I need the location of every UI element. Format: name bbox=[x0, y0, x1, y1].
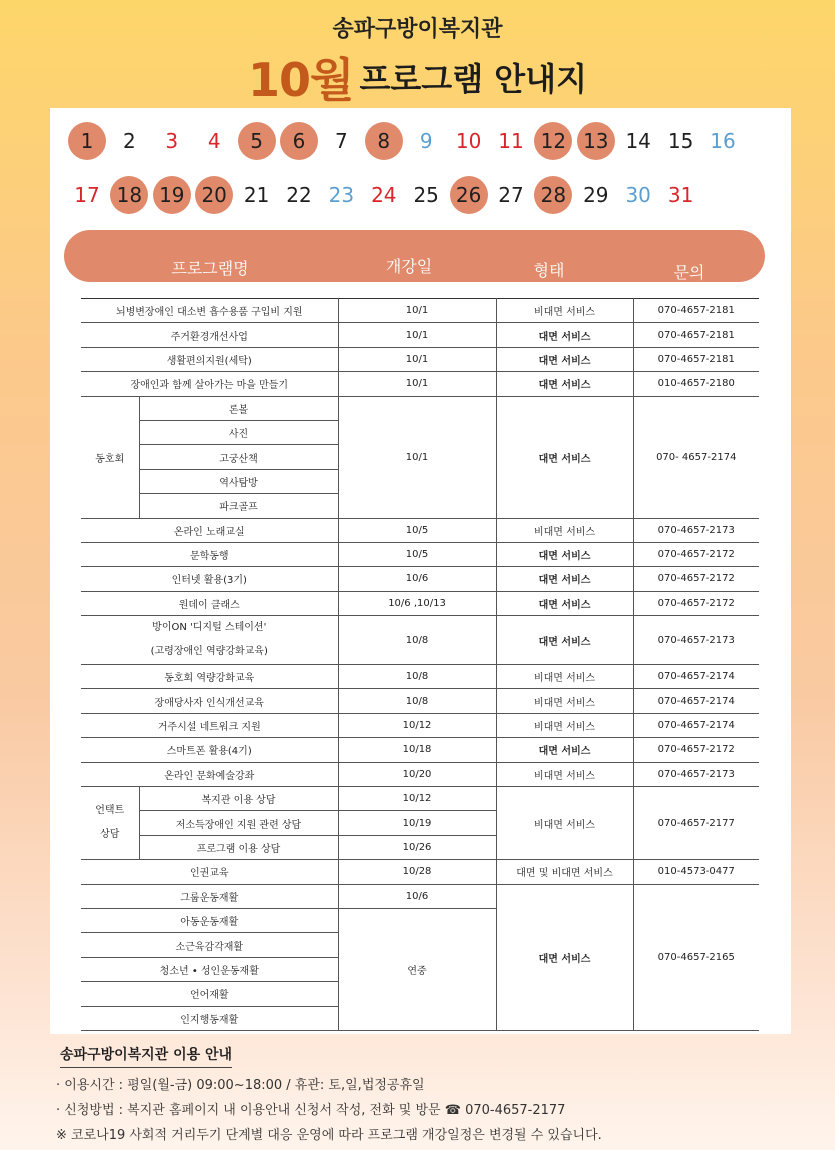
program-name: 문학동행 bbox=[81, 542, 338, 566]
start-date: 10/8 bbox=[338, 665, 496, 689]
calendar-day: 23 bbox=[328, 183, 355, 207]
organization-title: 송파구방이복지관 bbox=[332, 17, 503, 42]
calendar-day: 13 bbox=[577, 122, 615, 160]
calendar-day: 18 bbox=[110, 176, 148, 214]
program-name: 온라인 문화예술강좌 bbox=[81, 762, 338, 786]
column-header-type: 형태 bbox=[533, 261, 565, 280]
table-row bbox=[81, 665, 759, 689]
month-label: 10월 bbox=[248, 53, 354, 107]
untact-group-line-1: 언택트 bbox=[95, 805, 125, 817]
calendar-day: 9 bbox=[419, 129, 433, 153]
club-group-label: 동호회 bbox=[81, 396, 139, 518]
calendar-day: 4 bbox=[207, 129, 221, 153]
service-type: 대면 서비스 bbox=[496, 542, 633, 566]
service-type: 비대면 서비스 bbox=[496, 299, 633, 323]
table-row bbox=[81, 323, 759, 347]
table-row bbox=[81, 884, 759, 908]
start-date: 10/12 bbox=[338, 787, 496, 811]
service-type: 비대면 서비스 bbox=[496, 762, 633, 786]
contact-phone: 010-4657-2180 bbox=[633, 372, 759, 396]
club-item: 론볼 bbox=[139, 396, 338, 420]
consult-item: 복지관 이용 상담 bbox=[139, 787, 338, 811]
info-note: ※ 코로나19 사회적 거리두기 단계별 대응 운영에 따라 프로그램 개강일정은 변경될 수 있습니다. bbox=[56, 1128, 602, 1143]
calendar-day: 14 bbox=[625, 129, 651, 153]
page-title bbox=[0, 44, 835, 110]
table-row bbox=[81, 860, 759, 884]
program-name: 장애인과 함께 살아가는 마을 만들기 bbox=[81, 372, 338, 396]
column-header-start-date: 개강일 bbox=[385, 257, 433, 276]
contact-phone: 070-4657-2174 bbox=[633, 665, 759, 689]
start-date: 10/1 bbox=[338, 299, 496, 323]
calendar-day: 29 bbox=[583, 183, 609, 207]
contact-phone: 070-4657-2181 bbox=[633, 299, 759, 323]
info-hours: · 이용시간 : 평일(월-금) 09:00~18:00 / 휴관: 토,일,법정공휴일 bbox=[56, 1078, 425, 1093]
calendar-day: 28 bbox=[534, 176, 572, 214]
table-row bbox=[81, 591, 759, 615]
usage-info bbox=[50, 1038, 791, 1146]
program-name: 언어재활 bbox=[81, 982, 338, 1006]
program-name: 동호회 역량강화교육 bbox=[81, 665, 338, 689]
club-item: 파크골프 bbox=[139, 494, 338, 518]
service-type: 비대면 서비스 bbox=[496, 787, 633, 860]
column-header-program: 프로그램명 bbox=[171, 259, 249, 278]
info-apply: · 신청방법 : 복지관 홈페이지 내 이용안내 신청서 작성, 전화 및 방문 ☎ 070-4657-2177 bbox=[56, 1103, 566, 1118]
table-row bbox=[81, 787, 759, 811]
contact-phone: 070-4657-2172 bbox=[633, 591, 759, 615]
program-name: 온라인 노래교실 bbox=[81, 518, 338, 542]
contact-phone: 070-4657-2165 bbox=[633, 884, 759, 1030]
untact-group-line-2: 상담 bbox=[100, 829, 120, 841]
table-row bbox=[81, 616, 759, 665]
table-header-bar bbox=[64, 230, 765, 282]
contact-phone: 070-4657-2172 bbox=[633, 738, 759, 762]
contact-phone: 070-4657-2173 bbox=[633, 762, 759, 786]
program-name: 장애당사자 인식개선교육 bbox=[81, 689, 338, 713]
consult-item: 저소득장애인 지원 관련 상담 bbox=[139, 811, 338, 835]
contact-phone: 070-4657-2172 bbox=[633, 567, 759, 591]
start-date: 10/28 bbox=[338, 860, 496, 884]
calendar-day: 31 bbox=[667, 183, 694, 207]
table-row bbox=[81, 762, 759, 786]
program-name-line-2: (고령장애인 역량강화교육) bbox=[150, 646, 268, 658]
contact-phone: 070-4657-2181 bbox=[633, 347, 759, 371]
calendar-day: 10 bbox=[455, 129, 482, 153]
contact-phone: 070-4657-2173 bbox=[633, 616, 759, 665]
calendar-day: 30 bbox=[625, 183, 651, 207]
calendar-day: 3 bbox=[165, 129, 179, 153]
calendar-day: 1 bbox=[68, 122, 106, 160]
calendar-day: 8 bbox=[365, 122, 403, 160]
column-header-contact: 문의 bbox=[673, 263, 705, 282]
club-item: 사진 bbox=[139, 420, 338, 444]
calendar-day: 15 bbox=[667, 129, 694, 153]
start-date: 10/19 bbox=[338, 811, 496, 835]
calendar-day: 21 bbox=[243, 183, 270, 207]
calendar-day: 17 bbox=[74, 183, 100, 207]
service-type: 대면 서비스 bbox=[496, 616, 633, 665]
start-date: 10/8 bbox=[338, 689, 496, 713]
service-type: 대면 서비스 bbox=[496, 347, 633, 371]
calendar-day: 2 bbox=[123, 129, 136, 153]
service-type: 대면 서비스 bbox=[496, 323, 633, 347]
calendar-day: 22 bbox=[286, 183, 312, 207]
program-name: 거주시설 네트워크 지원 bbox=[81, 713, 338, 737]
info-title: 송파구방이복지관 이용 안내 bbox=[60, 1044, 232, 1068]
club-item: 역사탐방 bbox=[139, 469, 338, 493]
table-row bbox=[81, 518, 759, 542]
service-type: 대면 서비스 bbox=[496, 567, 633, 591]
start-date: 10/1 bbox=[338, 347, 496, 371]
start-date: 10/26 bbox=[338, 835, 496, 859]
contact-phone: 070- 4657-2174 bbox=[633, 396, 759, 518]
service-type: 대면 서비스 bbox=[496, 884, 633, 1030]
start-date: 10/20 bbox=[338, 762, 496, 786]
calendar-day: 7 bbox=[335, 129, 348, 153]
calendar-day: 27 bbox=[498, 183, 524, 207]
calendar-day: 6 bbox=[280, 122, 318, 160]
program-name-line-1: 방이ON '디지털 스테이션' bbox=[152, 622, 267, 634]
table-row bbox=[81, 347, 759, 371]
calendar-day: 25 bbox=[413, 183, 439, 207]
start-date: 10/1 bbox=[338, 323, 496, 347]
calendar-day: 24 bbox=[371, 183, 397, 207]
start-date: 10/6 bbox=[338, 884, 496, 908]
service-type: 비대면 서비스 bbox=[496, 713, 633, 737]
calendar-day: 20 bbox=[195, 176, 233, 214]
program-table bbox=[81, 298, 759, 1031]
table-row bbox=[81, 738, 759, 762]
program-name: 소근육감각재활 bbox=[81, 933, 338, 957]
service-type: 비대면 서비스 bbox=[496, 518, 633, 542]
title-label: 프로그램 안내지 bbox=[359, 60, 587, 98]
contact-phone: 070-4657-2181 bbox=[633, 323, 759, 347]
start-date: 10/1 bbox=[338, 372, 496, 396]
service-type: 비대면 서비스 bbox=[496, 689, 633, 713]
content-panel bbox=[50, 108, 791, 1034]
calendar-day: 16 bbox=[710, 129, 736, 153]
calendar-day: 12 bbox=[534, 122, 572, 160]
program-name: 주거환경개선사업 bbox=[81, 323, 338, 347]
program-name: 인권교육 bbox=[81, 860, 338, 884]
start-date: 10/12 bbox=[338, 713, 496, 737]
program-name: 생활편의지원(세탁) bbox=[81, 347, 338, 371]
table-row bbox=[81, 713, 759, 737]
start-date: 10/5 bbox=[338, 518, 496, 542]
program-name: 아동운동재활 bbox=[81, 908, 338, 932]
program-name: 인터넷 활용(3기) bbox=[81, 567, 338, 591]
service-type: 대면 및 비대면 서비스 bbox=[496, 860, 633, 884]
contact-phone: 070-4657-2174 bbox=[633, 689, 759, 713]
service-type: 비대면 서비스 bbox=[496, 665, 633, 689]
untact-group-label bbox=[81, 787, 139, 860]
contact-phone: 070-4657-2177 bbox=[633, 787, 759, 860]
consult-item: 프로그램 이용 상담 bbox=[139, 835, 338, 859]
table-row bbox=[81, 372, 759, 396]
table-row bbox=[81, 542, 759, 566]
table-row bbox=[81, 299, 759, 323]
start-date: 10/5 bbox=[338, 542, 496, 566]
start-date: 10/18 bbox=[338, 738, 496, 762]
calendar-day: 11 bbox=[498, 129, 524, 153]
club-item: 고궁산책 bbox=[139, 445, 338, 469]
program-name: 인지행동재활 bbox=[81, 1006, 338, 1030]
table-row bbox=[81, 689, 759, 713]
start-date: 10/6 ,10/13 bbox=[338, 591, 496, 615]
table-row bbox=[81, 567, 759, 591]
service-type: 대면 서비스 bbox=[496, 738, 633, 762]
contact-phone: 070-4657-2173 bbox=[633, 518, 759, 542]
service-type: 대면 서비스 bbox=[496, 396, 633, 518]
program-name: 뇌병변장애인 대소변 흡수용품 구입비 지원 bbox=[81, 299, 338, 323]
program-name: 스마트폰 활용(4기) bbox=[81, 738, 338, 762]
service-type: 대면 서비스 bbox=[496, 591, 633, 615]
start-date: 10/1 bbox=[338, 396, 496, 518]
calendar-day: 19 bbox=[153, 176, 191, 214]
program-name: 청소년 • 성인운동재활 bbox=[81, 957, 338, 981]
service-type: 대면 서비스 bbox=[496, 372, 633, 396]
calendar-day: 5 bbox=[238, 122, 276, 160]
program-name bbox=[81, 616, 338, 665]
program-name: 원데이 클래스 bbox=[81, 591, 338, 615]
calendar-day: 26 bbox=[450, 176, 488, 214]
contact-phone: 010-4573-0477 bbox=[633, 860, 759, 884]
table-row bbox=[81, 396, 759, 420]
start-date: 연중 bbox=[338, 908, 496, 1030]
contact-phone: 070-4657-2174 bbox=[633, 713, 759, 737]
start-date: 10/8 bbox=[338, 616, 496, 665]
program-name: 그룹운동재활 bbox=[81, 884, 338, 908]
start-date: 10/6 bbox=[338, 567, 496, 591]
contact-phone: 070-4657-2172 bbox=[633, 542, 759, 566]
